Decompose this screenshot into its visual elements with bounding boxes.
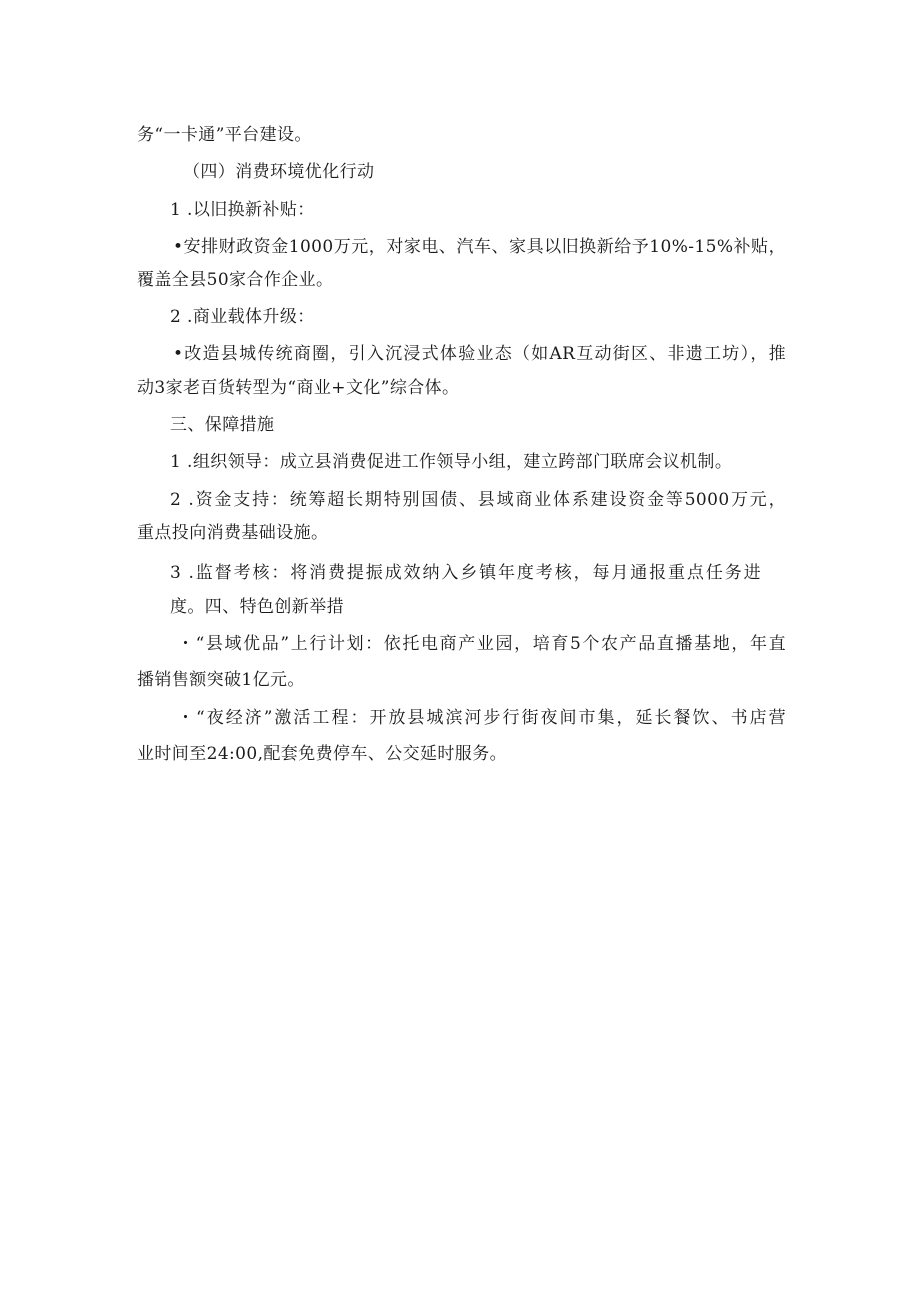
- item-heading-commercial-upgrade: 2 .商业载体升级：: [170, 307, 315, 327]
- bullet-trade-in-line-2: 覆盖全县50家合作企业。: [137, 270, 334, 290]
- section-heading-safeguards: 三、保障措施: [170, 415, 275, 435]
- item-funding-support-line-2: 重点投向消费基础设施。: [137, 523, 329, 543]
- bullet-commercial-line-2: 动3家老百货转型为“商业+文化”综合体。: [137, 378, 460, 398]
- bullet-county-products-line-2: 播销售额突破1亿元。: [137, 670, 305, 690]
- bullet-county-products-line-1: ・“县域优品”上行计划：依托电商产业园，培育5个农产品直播基地，年直: [177, 634, 786, 654]
- bullet-commercial-line-1: •改造县城传统商圈，引入沉浸式体验业态（如AR互动街区、非遗工坊），推: [173, 344, 786, 364]
- item-organization-leadership: 1 .组织领导：成立县消费促进工作领导小组，建立跨部门联席会议机制。: [170, 452, 733, 472]
- item-supervision-line-1: 3 .监督考核：将消费提振成效纳入乡镇年度考核，每月通报重点任务进: [170, 563, 761, 583]
- section-heading-consumption-environment: （四）消费环境优化行动: [183, 162, 375, 182]
- item-funding-support-line-1: 2 .资金支持：统筹超长期特别国债、县域商业体系建设资金等5000万元，: [170, 490, 786, 510]
- text-line-continuation: 务“一卡通”平台建设。: [137, 125, 312, 145]
- item-supervision-line-2-and-section-four: 度。四、特色创新举措: [170, 597, 344, 617]
- bullet-night-economy-line-1: ・“夜经济”激活工程：开放县城滨河步行街夜间市集，延长餐饮、书店营: [177, 708, 786, 728]
- item-heading-trade-in-subsidy: 1 .以旧换新补贴：: [170, 200, 315, 220]
- bullet-night-economy-line-2: 业时间至24:00,配套免费停车、公交延时服务。: [137, 744, 507, 764]
- bullet-trade-in-line-1: •安排财政资金1000万元，对家电、汽车、家具以旧换新给予10%-15%补贴，: [173, 237, 786, 257]
